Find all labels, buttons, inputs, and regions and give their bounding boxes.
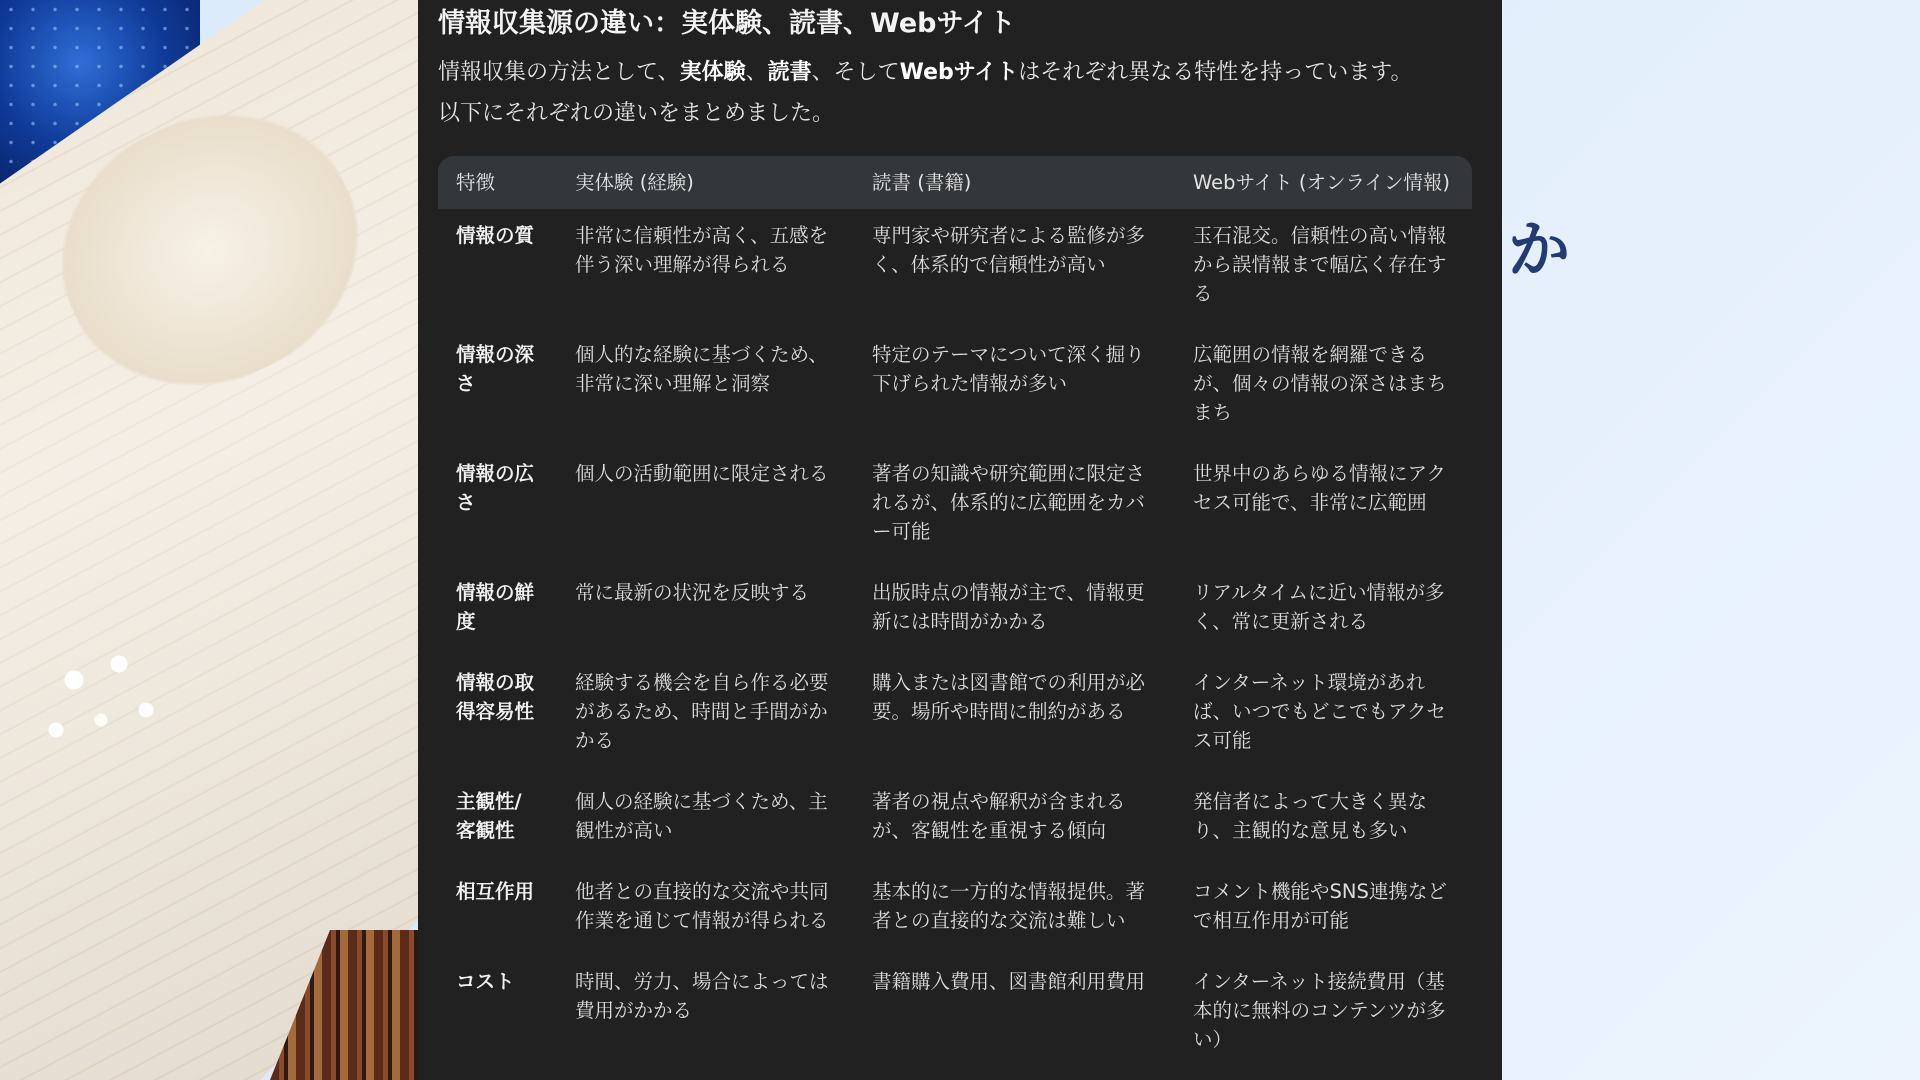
comparison-table-container <box>438 156 1472 1074</box>
slide-title-fragment: か <box>1508 213 1571 286</box>
intro-paragraph <box>438 52 1470 134</box>
table-row <box>438 775 1472 865</box>
cell-experience: 個人的な経験に基づくため、非常に深い理解と洞察 <box>575 343 828 395</box>
table-row <box>438 566 1472 656</box>
header-feature: 特徴 <box>456 171 496 194</box>
row-feature: コスト <box>456 970 515 993</box>
cell-books: 出版時点の情報が主で、情報更新には時間がかかる <box>872 581 1145 633</box>
page-title: 情報収集源の違い：実体験、読書、Webサイト <box>438 8 1016 39</box>
flowers-decoration <box>20 640 200 840</box>
header-websites: Webサイト (オンライン情報) <box>1193 171 1450 194</box>
content-card <box>418 0 1502 1080</box>
row-feature: 主観性/客観性 <box>456 790 522 842</box>
cell-books: 基本的に一方的な情報提供。著者との直接的な交流は難しい <box>872 880 1146 932</box>
cell-experience: 経験する機会を自ら作る必要があるため、時間と手間がかかる <box>575 671 829 752</box>
table-row <box>438 865 1472 955</box>
cell-websites: 玉石混交。信頼性の高い情報から誤情報まで幅広く存在する <box>1193 224 1447 305</box>
cell-websites: リアルタイムに近い情報が多く、常に更新される <box>1193 581 1445 633</box>
header-experience: 実体験 (経験) <box>575 171 694 194</box>
cell-websites: インターネット接続費用（基本的に無料のコンテンツが多い） <box>1193 970 1446 1051</box>
intro-text: 情報収集の方法として、 <box>438 60 680 85</box>
cell-websites: コメント機能やSNS連携などで相互作用が可能 <box>1193 880 1447 932</box>
cell-experience: 個人の活動範囲に限定される <box>575 462 829 485</box>
intro-bold-reading: 読書 <box>767 60 812 85</box>
header-books: 読書 (書籍) <box>872 171 972 194</box>
cell-experience: 時間、労力、場合によっては費用がかかる <box>575 970 829 1022</box>
intro-bold-website: Webサイト <box>899 60 1019 85</box>
cell-experience: 常に最新の状況を反映する <box>575 581 810 604</box>
table-row <box>438 209 1472 328</box>
cell-books: 購入または図書館での利用が必要。場所や時間に制約がある <box>872 671 1146 723</box>
intro-text: 、そして <box>811 60 900 85</box>
table-row <box>438 328 1472 447</box>
row-feature: 情報の質 <box>456 224 535 247</box>
cell-books: 著者の知識や研究範囲に限定されるが、体系的に広範囲をカバー可能 <box>872 462 1146 543</box>
intro-text: 、 <box>745 60 768 85</box>
intro-bold-experience: 実体験 <box>679 60 746 85</box>
cell-websites: インターネット環境があれば、いつでもどこでもアクセス可能 <box>1193 671 1446 752</box>
cell-websites: 発信者によって大きく異なり、主観的な意見も多い <box>1193 790 1428 842</box>
open-book-photo <box>0 0 420 1080</box>
cell-websites: 広範囲の情報を網羅できるが、個々の情報の深さはまちまち <box>1193 343 1447 424</box>
intro-text-line2: 以下にそれぞれの違いをまとめました。 <box>438 101 835 126</box>
table-header-row <box>438 156 1472 209</box>
cell-experience: 個人の経験に基づくため、主観性が高い <box>575 790 828 842</box>
cell-books: 著者の視点や解釈が含まれるが、客観性を重視する傾向 <box>872 790 1126 842</box>
row-feature: 情報の鮮度 <box>456 581 535 633</box>
cell-experience: 他者との直接的な交流や共同作業を通じて情報が得られる <box>575 880 829 932</box>
cell-experience: 非常に信頼性が高く、五感を伴う深い理解が得られる <box>575 224 829 276</box>
cell-books: 特定のテーマについて深く掘り下げられた情報が多い <box>872 343 1145 395</box>
row-feature: 情報の深さ <box>456 343 535 395</box>
cell-websites: 世界中のあらゆる情報にアクセス可能で、非常に広範囲 <box>1193 462 1446 514</box>
cell-books: 専門家や研究者による監修が多く、体系的で信頼性が高い <box>872 224 1146 276</box>
comparison-table <box>438 156 1472 1074</box>
row-feature: 情報の広さ <box>456 462 535 514</box>
table-row <box>438 955 1472 1074</box>
decorative-book-image <box>0 0 420 1080</box>
intro-text: はそれぞれ異なる特性を持っています。 <box>1018 60 1413 85</box>
table-row <box>438 447 1472 566</box>
row-feature: 情報の取得容易性 <box>456 671 535 723</box>
cell-books: 書籍購入費用、図書館利用費用 <box>872 970 1146 993</box>
table-row <box>438 656 1472 775</box>
row-feature: 相互作用 <box>456 880 535 903</box>
